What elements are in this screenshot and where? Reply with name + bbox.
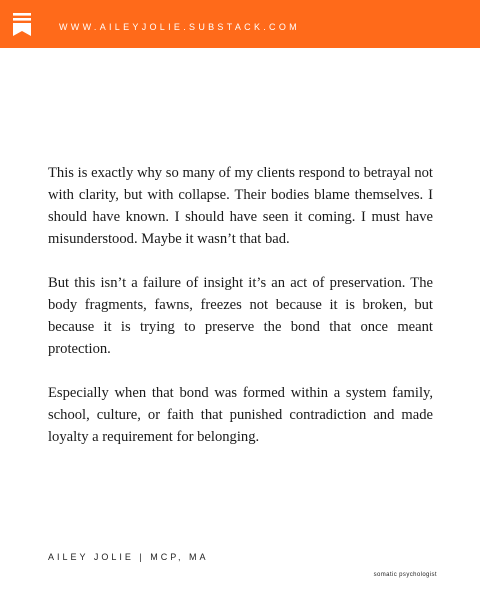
article-body (48, 162, 433, 470)
site-url[interactable]: WWW.AILEYJOLIE.SUBSTACK.COM (59, 22, 300, 32)
paragraph-2: But this isn’t a failure of insight it’s an act of preservation. The body fragments, fawns, freezes not because it is broken, but because it is trying to preserve the bond that once meant protection. (48, 275, 433, 357)
header-bar (0, 0, 480, 48)
substack-bookmark-icon[interactable] (13, 13, 31, 36)
paragraph-1: This is exactly why so many of my clients respond to betrayal not with clarity, but with collapse. Their bodies blame themselves. I should have known. I should have seen it coming. I must have misunderstood. Maybe it wasn’t that bad. (48, 165, 433, 247)
paragraph-3: Especially when that bond was formed within a system family, school, culture, or faith that punished contradiction and made loyalty a requirement for belonging. (48, 385, 433, 445)
author-role: somatic psychologist (373, 572, 437, 578)
author-credit: AILEY JOLIE | MCP, MA (48, 552, 209, 562)
